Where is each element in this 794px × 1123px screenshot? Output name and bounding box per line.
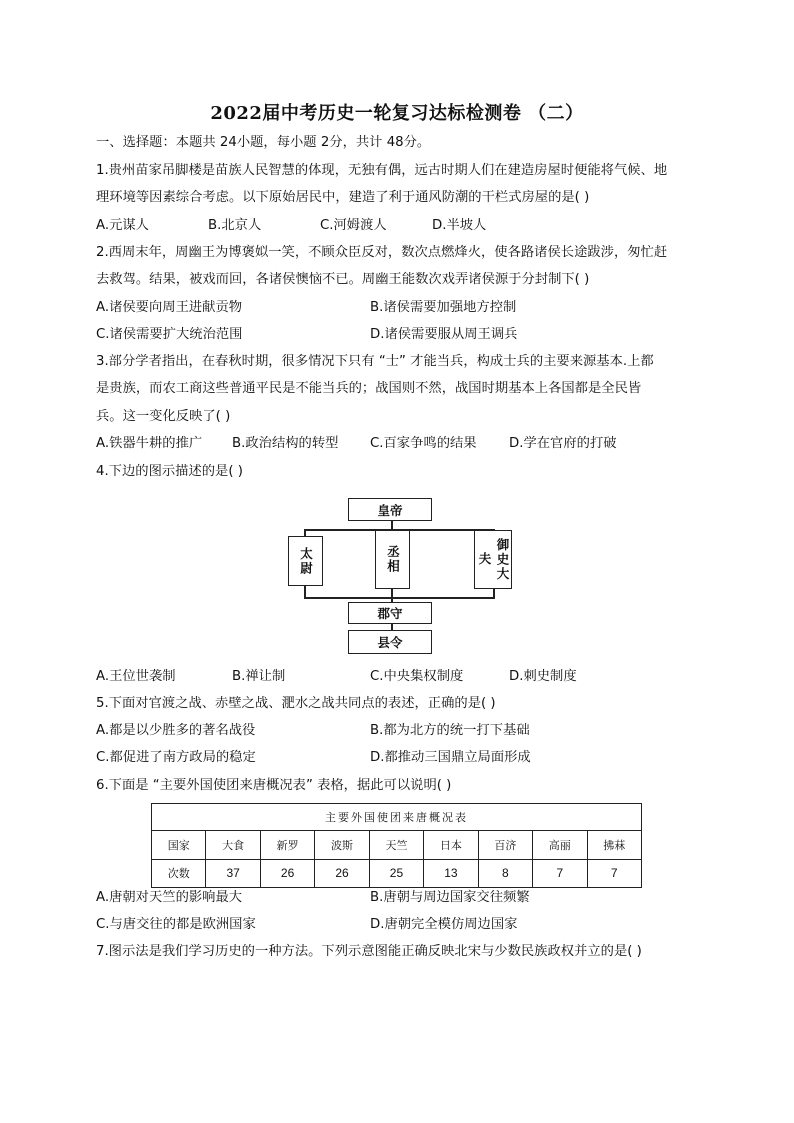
diagram-taiwei-box: 太尉 (288, 536, 323, 586)
question-4-stem: 4.下边的图示描述的是( ) (96, 464, 243, 479)
diagram-commandery-box: 郡守 (348, 602, 432, 624)
question-1-option-b: B.北京人 (208, 218, 262, 233)
question-1-option-a: A.元谋人 (96, 218, 149, 233)
question-1-stem-line-2: 理环境等因素综合考虑。以下原始居民中，建造了利于通风防潮的干栏式房屋的是( ) (96, 190, 590, 205)
question-4-option-d: D.刺史制度 (509, 669, 577, 684)
question-3-stem-line-3: 兵。这一变化反映了( ) (96, 409, 231, 424)
question-3-option-a: A.铁器牛耕的推广 (96, 436, 203, 451)
diagram-connector (304, 597, 495, 599)
diagram-connector (493, 529, 495, 537)
question-5-stem: 5.下面对官渡之战、赤壁之战、淝水之战共同点的表述，正确的是( ) (96, 696, 496, 711)
diagram-chancellor-box: 丞相 (375, 530, 410, 589)
question-2-option-d: D.诸侯需要服从周王调兵 (370, 327, 518, 342)
table-cell: 26 (260, 859, 314, 888)
question-2-option-a: A.诸侯要向周王进献贡物 (96, 300, 243, 315)
question-5-option-c: C.都促进了南方政局的稳定 (96, 750, 256, 765)
question-6-stem: 6.下面是 “主要外国使团来唐概况表” 表格，据此可以说明( ) (96, 778, 452, 793)
question-6-option-b: B.唐朝与周边国家交往频繁 (370, 890, 530, 905)
question-2-stem-line-1: 2.西周末年，周幽王为博褒姒一笑，不顾众臣反对，数次点燃烽火，使各路诸侯长途跋涉，匆忙赶 (96, 245, 668, 260)
table-cell: 7 (533, 859, 587, 888)
diagram-connector (304, 529, 306, 537)
question-4-option-a: A.王位世袭制 (96, 669, 176, 684)
table-cell: 13 (424, 859, 478, 888)
question-6-option-d: D.唐朝完全模仿周边国家 (370, 917, 518, 932)
question-5-option-a: A.都是以少胜多的著名战役 (96, 723, 256, 738)
diagram-connector (391, 588, 393, 602)
table-cell: 25 (369, 859, 423, 888)
envoys-table (151, 803, 642, 888)
table-cell: 日本 (424, 831, 478, 860)
question-3-option-d: D.学在官府的打破 (509, 436, 617, 451)
diagram-connector (493, 582, 495, 598)
diagram-connector (304, 582, 306, 598)
table-cell: 拂菻 (587, 831, 642, 860)
diagram-connector (391, 520, 393, 530)
question-7-stem: 7.图示法是我们学习历史的一种方法。下列示意图能正确反映北宋与少数民族政权并立的是( ) (96, 944, 642, 959)
page-title: 2022届中考历史一轮复习达标检测卷 （二） (210, 103, 584, 124)
table-row-label: 国家 (152, 831, 206, 860)
question-3-option-b: B.政治结构的转型 (232, 436, 339, 451)
question-2-stem-line-2: 去救驾。结果，被戏而回，各诸侯懊恼不已。周幽王能数次戏弄诸侯源于分封制下( ) (96, 272, 590, 287)
diagram-county-box: 县令 (348, 630, 432, 654)
table-cell: 大食 (206, 831, 260, 860)
table-row-counts (152, 859, 642, 888)
question-1-option-d: D.半坡人 (432, 218, 487, 233)
question-3-stem-line-1: 3.部分学者指出，在春秋时期，很多情况下只有 “士” 才能当兵，构成士兵的主要来源基本.上都 (96, 354, 654, 369)
table-cell: 37 (206, 859, 260, 888)
table-cell: 7 (587, 859, 642, 888)
table-cell: 百济 (478, 831, 532, 860)
question-6-option-a: A.唐朝对天竺的影响最大 (96, 890, 243, 905)
section-heading: 一、选择题：本题共 24小题，每小题 2分，共计 48分。 (96, 135, 431, 150)
question-5-option-d: D.都推动三国鼎立局面形成 (370, 750, 531, 765)
question-1-stem-line-1: 1.贵州苗家吊脚楼是苗族人民智慧的体现，无独有偶，远古时期人们在建造房屋时便能将气候、地 (96, 163, 668, 178)
table-row-label: 次数 (152, 859, 206, 888)
question-1-option-c: C.河姆渡人 (320, 218, 387, 233)
table-cell: 8 (478, 859, 532, 888)
question-4-option-c: C.中央集权制度 (370, 669, 464, 684)
question-3-stem-line-2: 是贵族，而农工商这些普通平民是不能当兵的；战国则不然，战国时期基本上各国都是全民皆 (96, 381, 642, 396)
question-6-option-c: C.与唐交往的都是欧洲国家 (96, 917, 256, 932)
question-3-option-c: C.百家争鸣的结果 (370, 436, 477, 451)
table-cell: 26 (315, 859, 369, 888)
table-cell: 高丽 (533, 831, 587, 860)
question-5-option-b: B.都为北方的统一打下基础 (370, 723, 530, 738)
question-2-option-c: C.诸侯需要扩大统治范围 (96, 327, 243, 342)
diagram-censor-box: 御史大夫 (474, 530, 512, 589)
diagram-connector (304, 529, 494, 531)
table-cell: 天竺 (369, 831, 423, 860)
diagram-emperor-box: 皇帝 (348, 498, 432, 521)
table-caption: 主要外国使团来唐概况表 (152, 804, 642, 831)
table-cell: 波斯 (315, 831, 369, 860)
question-2-option-b: B.诸侯需要加强地方控制 (370, 300, 517, 315)
table-row-countries (152, 831, 642, 860)
diagram-connector (391, 622, 393, 630)
table-cell: 新罗 (260, 831, 314, 860)
question-4-option-b: B.禅让制 (232, 669, 286, 684)
